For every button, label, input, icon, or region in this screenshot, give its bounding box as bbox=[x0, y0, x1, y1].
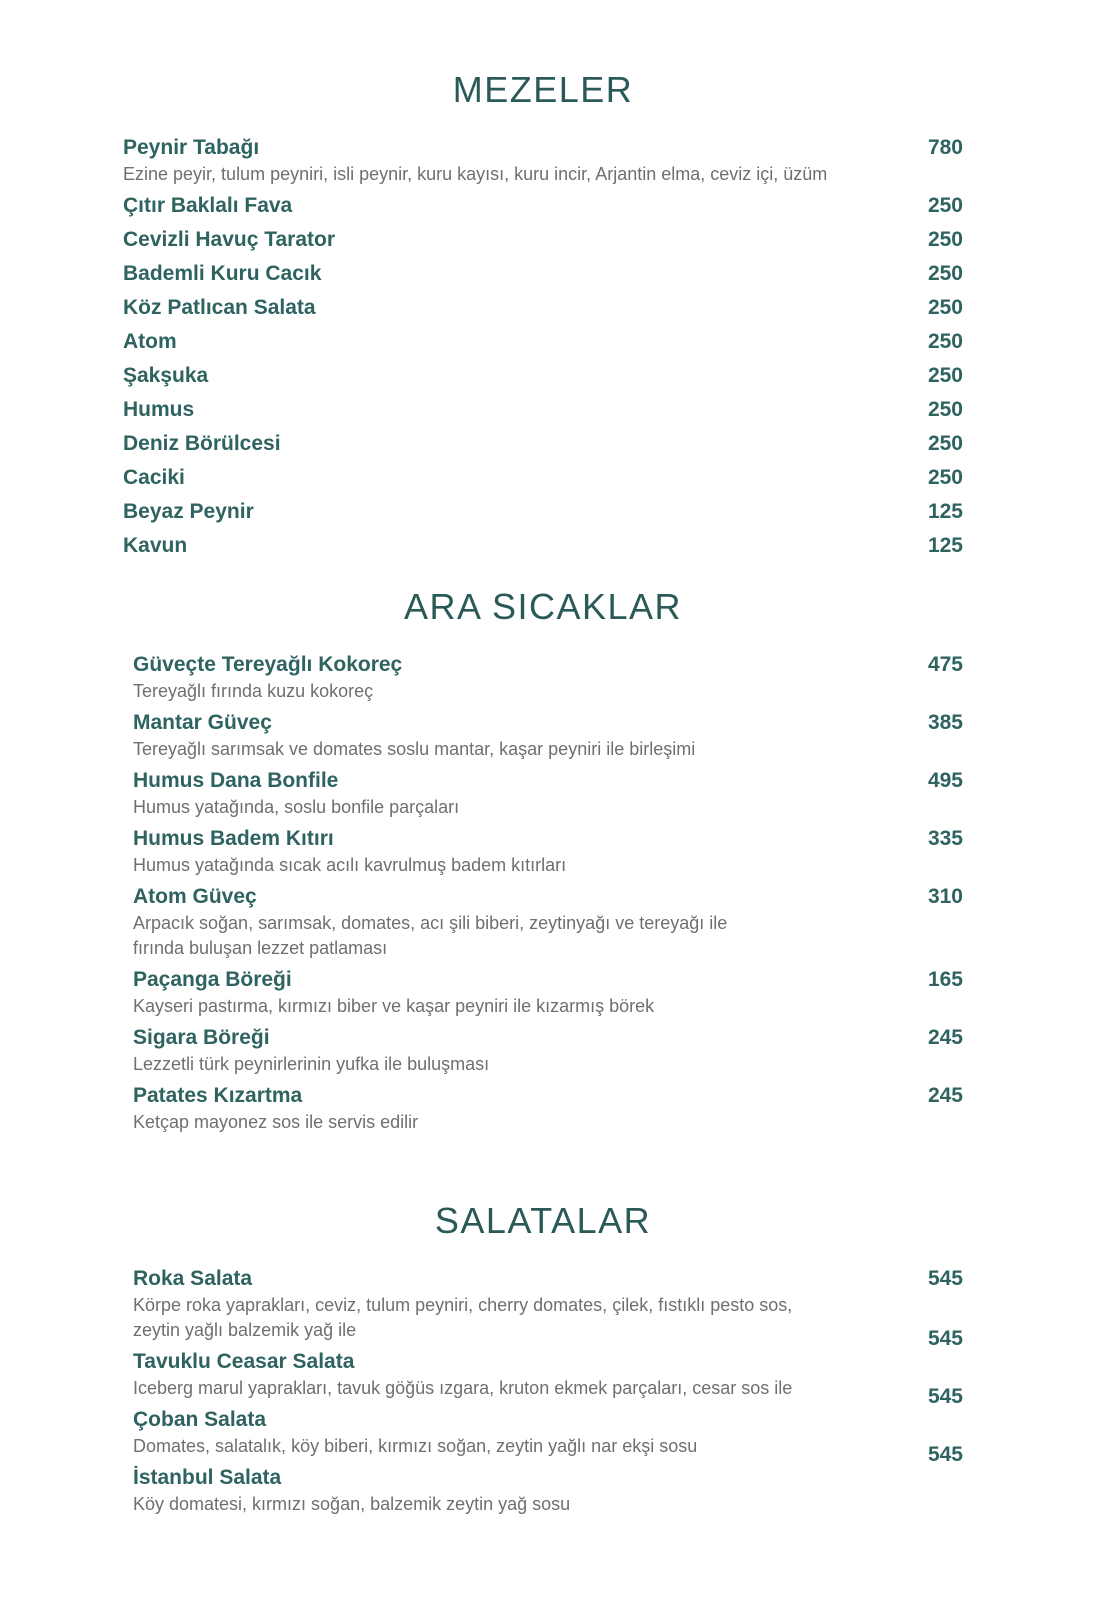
menu-item-price: 250 bbox=[927, 398, 963, 421]
menu-item-head bbox=[133, 652, 963, 677]
menu-item-head bbox=[123, 135, 963, 160]
menu-item-name: Mantar Güveç bbox=[133, 711, 272, 734]
menu-item bbox=[123, 1266, 963, 1341]
menu-item-name: Peynir Tabağı bbox=[123, 136, 260, 159]
menu-item-price: 335 bbox=[927, 827, 963, 850]
menu-item-description-line: Ketçap mayonez sos ile servis edilir bbox=[133, 1112, 419, 1132]
menu-item-head bbox=[123, 499, 963, 524]
menu-item bbox=[123, 499, 963, 524]
menu-item-name: Deniz Börülcesi bbox=[123, 432, 281, 455]
menu-item bbox=[123, 710, 963, 760]
menu-item-name: Çoban Salata bbox=[133, 1408, 267, 1431]
menu-item-price: 545 bbox=[927, 1443, 963, 1466]
menu-item bbox=[123, 967, 963, 1017]
menu-item-description-line: fırında buluşan lezzet patlaması bbox=[133, 938, 388, 958]
menu-item-name: Humus bbox=[123, 398, 195, 421]
menu-item-name: Atom bbox=[123, 330, 177, 353]
menu-item-head bbox=[123, 227, 963, 252]
menu-item-price: 495 bbox=[927, 769, 963, 792]
menu-item-price: 250 bbox=[927, 194, 963, 217]
menu-section-salatalar bbox=[123, 1141, 963, 1515]
menu-item-description-line: Arpacık soğan, sarımsak, domates, acı şili biberi, zeytinyağı ve tereyağı ile bbox=[133, 913, 728, 933]
menu-item-description-line: Lezzetli türk peynirlerinin yufka ile buluşması bbox=[133, 1054, 490, 1074]
menu-item-price: 245 bbox=[927, 1026, 963, 1049]
menu-item bbox=[123, 397, 963, 422]
menu-item bbox=[123, 1083, 963, 1133]
menu-section-mezeler bbox=[123, 0, 963, 558]
menu-item-price: 125 bbox=[927, 500, 963, 523]
menu-item-name: Bademli Kuru Cacık bbox=[123, 262, 322, 285]
menu-item bbox=[123, 193, 963, 218]
menu-item bbox=[123, 227, 963, 252]
menu-item-name: Kavun bbox=[123, 534, 188, 557]
menu-item-head bbox=[133, 1025, 963, 1050]
menu-item-name: Şakşuka bbox=[123, 364, 209, 387]
menu-item-description-line: Körpe roka yaprakları, ceviz, tulum peyniri, cherry domates, çilek, fıstıklı pesto sos, bbox=[133, 1295, 793, 1315]
menu-item bbox=[123, 431, 963, 456]
menu-item-price: 250 bbox=[927, 228, 963, 251]
menu-item bbox=[123, 295, 963, 320]
menu-item-name: Paçanga Böreği bbox=[133, 968, 292, 991]
menu-item-name: Sigara Böreği bbox=[133, 1026, 270, 1049]
menu-item-head bbox=[133, 826, 963, 851]
menu-item bbox=[123, 465, 963, 490]
menu-item-name: İstanbul Salata bbox=[133, 1466, 282, 1489]
menu-item-name: Güveçte Tereyağlı Kokoreç bbox=[133, 653, 403, 676]
menu-item-name: Humus Dana Bonfile bbox=[133, 769, 339, 792]
menu-item bbox=[123, 652, 963, 702]
menu-item-price: 475 bbox=[927, 653, 963, 676]
menu-item-description-line: Kayseri pastırma, kırmızı biber ve kaşar peyniri ile kızarmış börek bbox=[133, 996, 655, 1016]
menu-item-name: Çıtır Baklalı Fava bbox=[123, 194, 293, 217]
menu-item bbox=[123, 826, 963, 876]
menu-item-head bbox=[123, 465, 963, 490]
menu-item-head bbox=[123, 193, 963, 218]
menu-item-price: 545 bbox=[927, 1385, 963, 1408]
menu-item-description-line: Köy domatesi, kırmızı soğan, balzemik zeytin yağ sosu bbox=[133, 1494, 571, 1514]
menu-item-description-line: Domates, salatalık, köy biberi, kırmızı soğan, zeytin yağlı nar ekşi sosu bbox=[133, 1436, 698, 1456]
menu-item-price: 780 bbox=[927, 136, 963, 159]
menu-item-price: 250 bbox=[927, 262, 963, 285]
menu-item-head bbox=[123, 397, 963, 422]
menu-item bbox=[123, 363, 963, 388]
menu-item-name: Beyaz Peynir bbox=[123, 500, 254, 523]
menu-item-description-line: Humus yatağında, soslu bonfile parçaları bbox=[133, 797, 460, 817]
menu-item-price: 250 bbox=[927, 364, 963, 387]
menu-item-head bbox=[123, 329, 963, 354]
menu-item-head bbox=[133, 1266, 963, 1291]
menu-item-price: 245 bbox=[927, 1084, 963, 1107]
menu-item bbox=[123, 135, 963, 185]
section-title-salatalar: SALATALAR bbox=[434, 1200, 652, 1241]
menu-item-price: 385 bbox=[927, 711, 963, 734]
section-title-ara-sicaklar: ARA SICAKLAR bbox=[403, 586, 683, 627]
section-title-mezeler: MEZELER bbox=[452, 69, 634, 110]
menu-item-price: 250 bbox=[927, 330, 963, 353]
menu-item-head bbox=[133, 768, 963, 793]
menu-item-head bbox=[123, 431, 963, 456]
menu-item bbox=[123, 1025, 963, 1075]
menu-item-description-line: Humus yatağında sıcak acılı kavrulmuş badem kıtırları bbox=[133, 855, 567, 875]
menu-item-description-line: Ezine peyir, tulum peyniri, isli peynir, kuru kayısı, kuru incir, Arjantin elma, ceviz içi, üzüm bbox=[123, 164, 828, 184]
menu-item-description-line: zeytin yağlı balzemik yağ ile bbox=[133, 1320, 357, 1340]
menu-item-head bbox=[133, 884, 963, 909]
menu-item-head bbox=[123, 295, 963, 320]
menu-item-name: Cevizli Havuç Tarator bbox=[123, 228, 336, 251]
menu-item-name: Köz Patlıcan Salata bbox=[123, 296, 316, 319]
menu-item-name: Tavuklu Ceasar Salata bbox=[133, 1350, 355, 1373]
menu-item-price: 250 bbox=[927, 466, 963, 489]
menu-item-name: Humus Badem Kıtırı bbox=[133, 827, 334, 850]
menu-item bbox=[123, 884, 963, 959]
menu-section-ara-sicaklar bbox=[123, 567, 963, 1133]
menu-item-description-line: Tereyağlı sarımsak ve domates soslu mantar, kaşar peyniri ile birleşimi bbox=[133, 739, 696, 759]
menu-item-head bbox=[123, 261, 963, 286]
menu-item bbox=[123, 261, 963, 286]
menu-item bbox=[123, 329, 963, 354]
menu-item-head bbox=[133, 967, 963, 992]
menu-item-head bbox=[133, 1083, 963, 1108]
menu-item bbox=[123, 533, 963, 558]
menu-item-price: 125 bbox=[927, 534, 963, 557]
menu-item-name: Atom Güveç bbox=[133, 885, 257, 908]
menu-item-price: 165 bbox=[927, 968, 963, 991]
menu-item-head bbox=[133, 710, 963, 735]
menu-item-price: 250 bbox=[927, 296, 963, 319]
menu-item-price: 310 bbox=[927, 885, 963, 908]
menu-content bbox=[123, 0, 963, 1523]
menu-item-head bbox=[123, 533, 963, 558]
menu-item-name: Caciki bbox=[123, 466, 185, 489]
menu-item-price: 250 bbox=[927, 432, 963, 455]
menu-item bbox=[123, 768, 963, 818]
menu-item-name: Roka Salata bbox=[133, 1267, 253, 1290]
menu-item-description-line: Iceberg marul yaprakları, tavuk göğüs ızgara, kruton ekmek parçaları, cesar sos ile bbox=[133, 1378, 793, 1398]
menu-item-price: 545 bbox=[927, 1327, 963, 1350]
menu-item-head bbox=[123, 363, 963, 388]
menu-item-name: Patates Kızartma bbox=[133, 1084, 303, 1107]
menu-item-description-line: Tereyağlı fırında kuzu kokoreç bbox=[133, 681, 374, 701]
menu-item-price: 545 bbox=[927, 1267, 963, 1290]
